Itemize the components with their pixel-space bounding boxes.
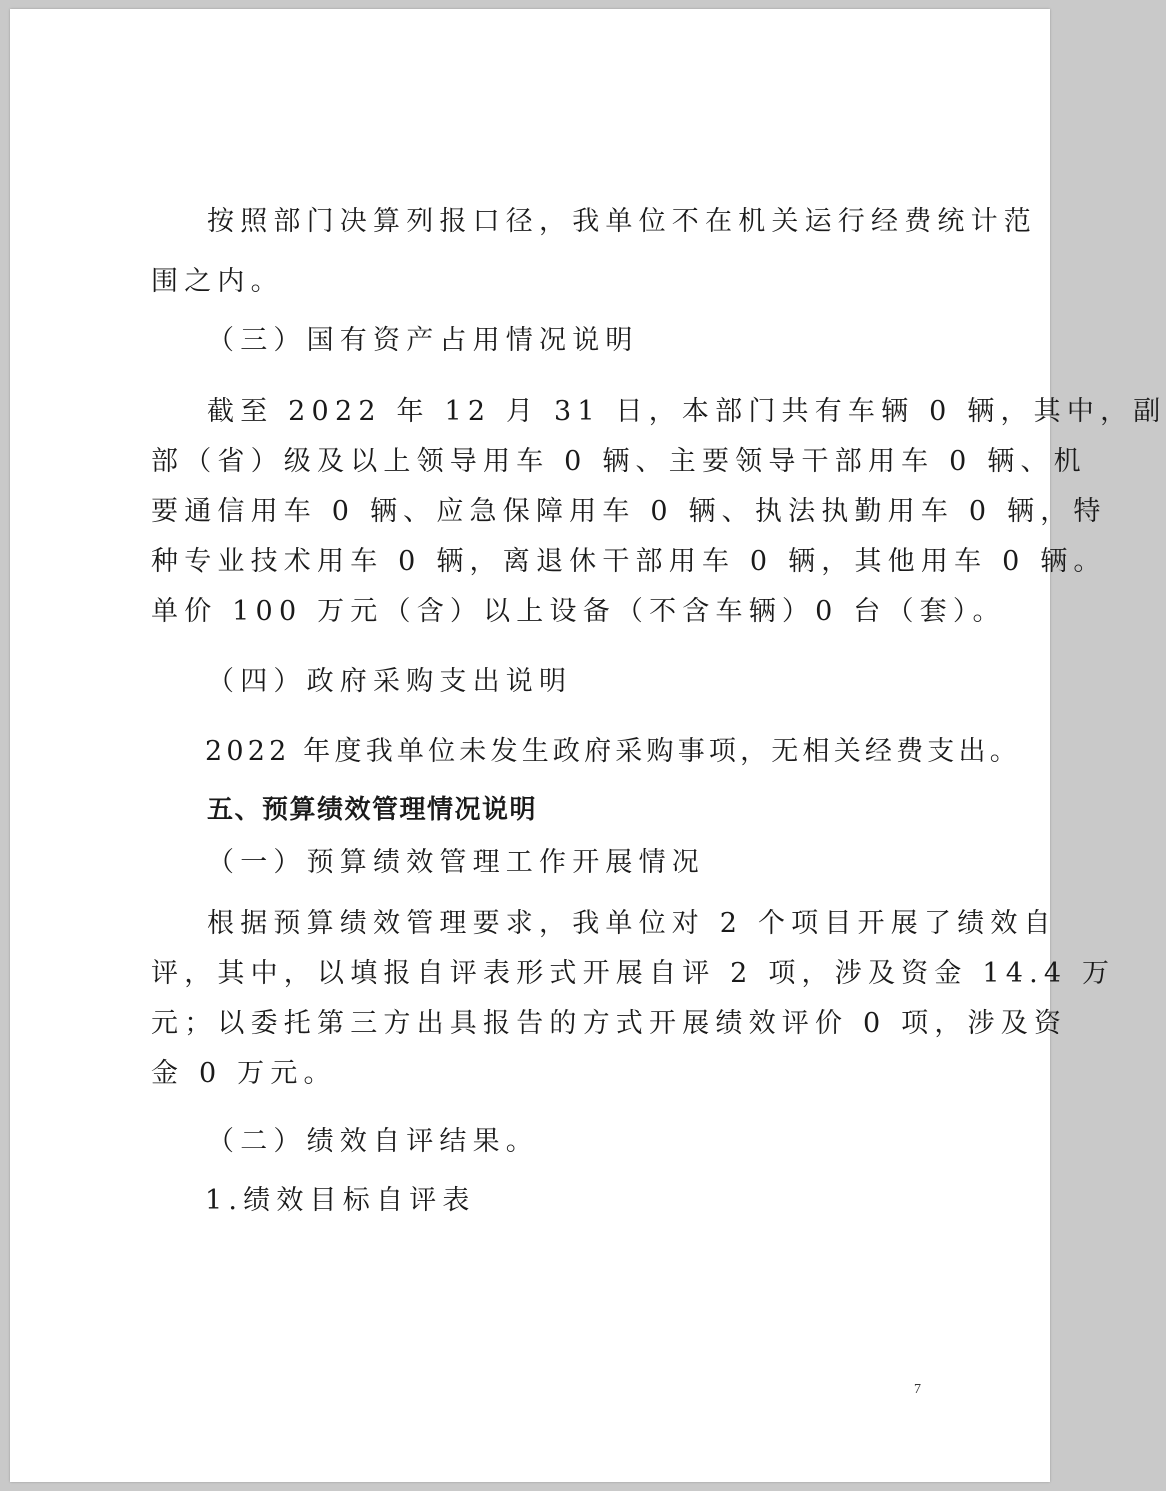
page-number: 7 bbox=[914, 1382, 921, 1397]
paragraph-line: 按照部门决算列报口径，我单位不在机关运行经费统计范 bbox=[207, 206, 1037, 237]
paragraph-line: 单价 100 万元（含）以上设备（不含车辆）0 台（套）。 bbox=[151, 596, 1006, 627]
paragraph-line: 1.绩效目标自评表 bbox=[205, 1185, 476, 1216]
paragraph-line: 元；以委托第三方出具报告的方式开展绩效评价 0 项，涉及资 bbox=[151, 1008, 1068, 1039]
document-page bbox=[10, 9, 1166, 1482]
section-subheading: （三）国有资产占用情况说明 bbox=[207, 325, 639, 356]
paragraph-line: 部（省）级及以上领导用车 0 辆、主要领导干部用车 0 辆、机 bbox=[151, 446, 1087, 477]
paragraph-line: 要通信用车 0 辆、应急保障用车 0 辆、执法执勤用车 0 辆，特 bbox=[151, 496, 1107, 527]
paragraph-line: 根据预算绩效管理要求，我单位对 2 个项目开展了绩效自 bbox=[207, 908, 1057, 939]
paragraph-line: 金 0 万元。 bbox=[151, 1058, 337, 1089]
section-subheading: （四）政府采购支出说明 bbox=[207, 666, 573, 697]
paragraph-line: 截至 2022 年 12 月 31 日，本部门共有车辆 0 辆，其中，副 bbox=[207, 396, 1166, 427]
paragraph-line: 评，其中，以填报自评表形式开展自评 2 项，涉及资金 14.4 万 bbox=[151, 958, 1116, 989]
section-subheading: （一）预算绩效管理工作开展情况 bbox=[207, 847, 705, 878]
paragraph-line: 2022 年度我单位未发生政府采购事项，无相关经费支出。 bbox=[205, 736, 1021, 767]
section-heading: 五、预算绩效管理情况说明 bbox=[207, 795, 538, 825]
paragraph-line: 围之内。 bbox=[151, 266, 284, 297]
paragraph-line: 种专业技术用车 0 辆，离退休干部用车 0 辆，其他用车 0 辆。 bbox=[151, 546, 1107, 577]
section-subheading: （二）绩效自评结果。 bbox=[207, 1126, 539, 1157]
